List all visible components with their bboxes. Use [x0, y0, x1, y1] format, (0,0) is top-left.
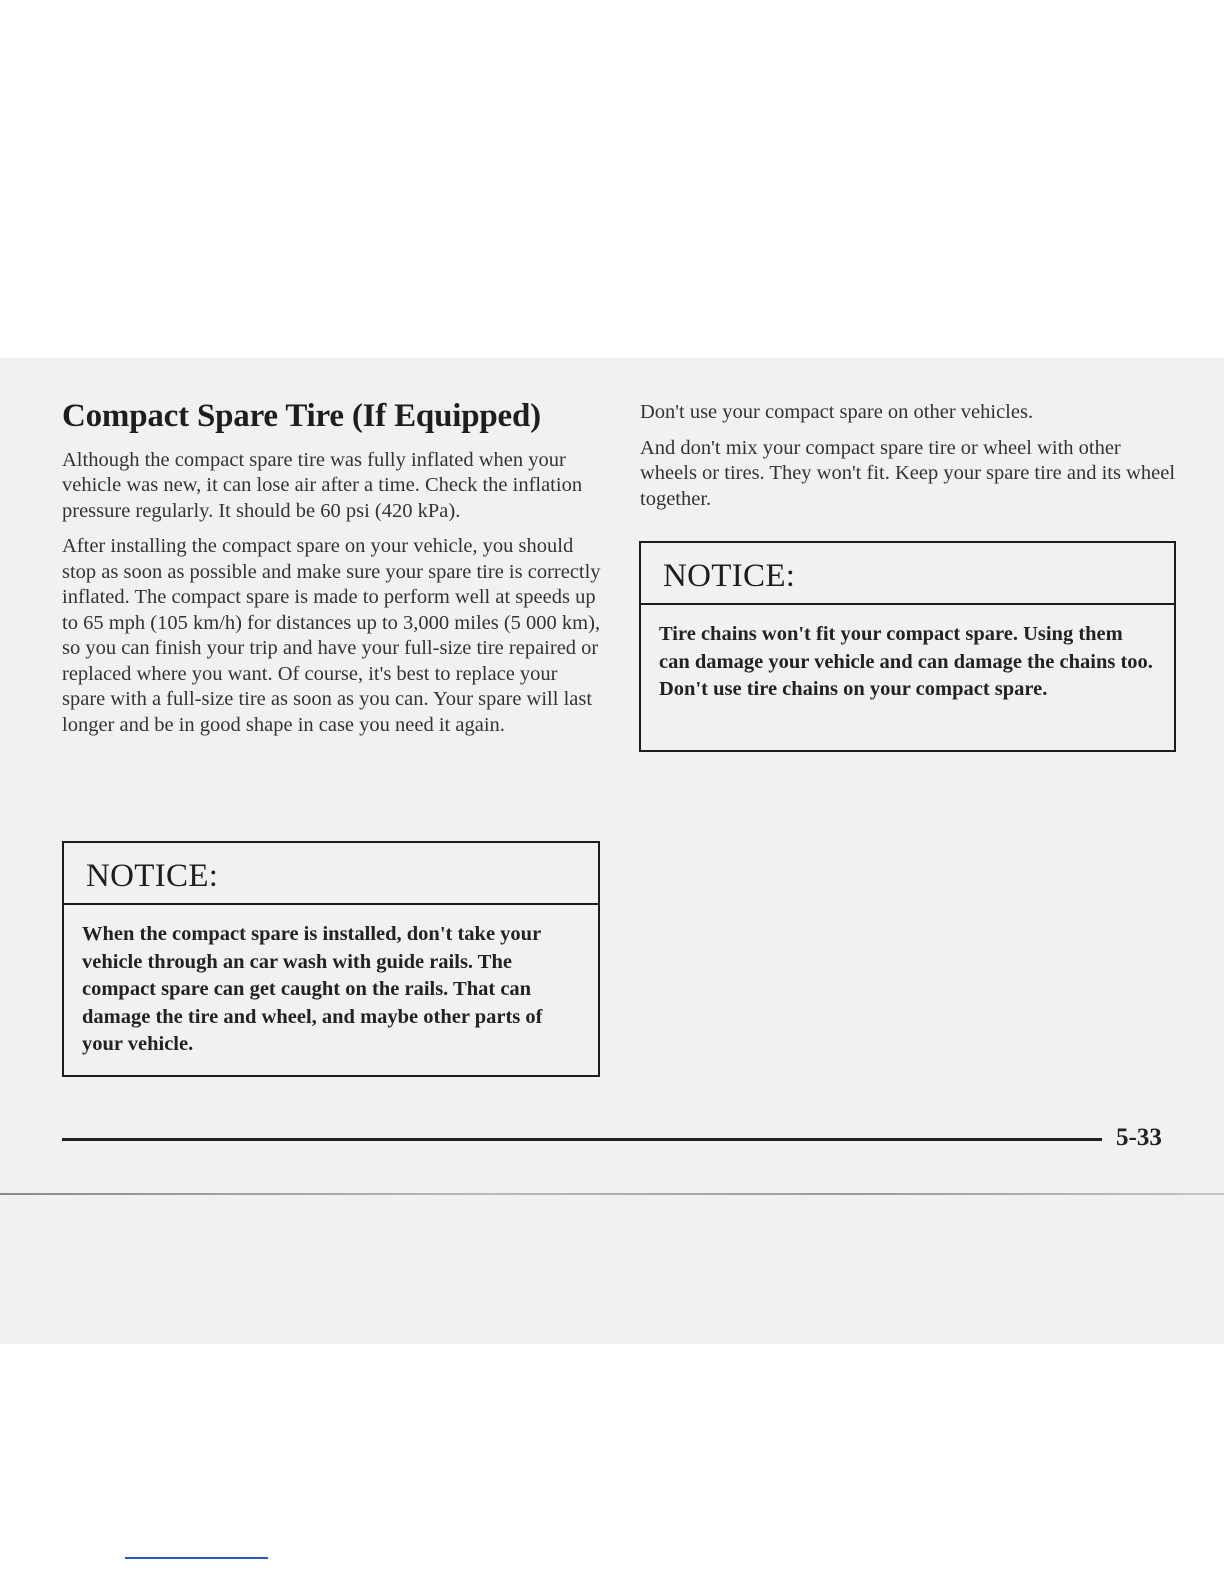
notice-heading: NOTICE: — [64, 843, 598, 905]
paragraph-dont-mix: And don't mix your compact spare tire or wheel with other wheels or tires. They won't fit. Keep your spare tire and its wheel together. — [640, 436, 1176, 510]
notice-heading: NOTICE: — [641, 543, 1174, 605]
scan-edge-line — [0, 1193, 1224, 1195]
link-underline[interactable] — [125, 1557, 268, 1559]
footer-rule — [62, 1138, 1102, 1141]
notice-box-tire-chains — [639, 541, 1176, 752]
paragraph-other-vehicles: Don't use your compact spare on other vehicles. — [640, 401, 1034, 423]
section-heading: Compact Spare Tire (If Equipped) — [62, 398, 541, 434]
right-column — [640, 400, 1176, 522]
page-number: 5-33 — [1116, 1124, 1162, 1151]
notice-text: Tire chains won't fit your compact spare. Using them can damage your vehicle and can damage the chains too. Don't use tire chains on your compact spare. — [659, 623, 1153, 700]
paragraph-after-installing: After installing the compact spare on your vehicle, you should stop as soon as possible and make sure your spare tire is correctly inflated. The compact spare is made to perform well at speeds up to 65 mph (105 km/h) for distances up to 3,000 miles (5 000 km), so you can finish your trip and have your full-size tire repaired or replaced where you want. Of course, it's best to replace your spare with a full-size tire as soon as you can. Your spare will last longer and be in good shape in case you need it again. — [62, 535, 601, 736]
notice-box-car-wash — [62, 841, 600, 1077]
paragraph-inflation: Although the compact spare tire was fully inflated when your vehicle was new, it can lose air after a time. Check the inflation pressure regularly. It should be 60 psi (420 kPa). — [62, 448, 583, 522]
left-column — [62, 398, 602, 748]
notice-text: When the compact spare is installed, don't take your vehicle through an car wash with guide rails. The compact spare can get caught on the rails. That can damage the tire and wheel, and maybe other parts of your vehicle. — [82, 923, 543, 1055]
